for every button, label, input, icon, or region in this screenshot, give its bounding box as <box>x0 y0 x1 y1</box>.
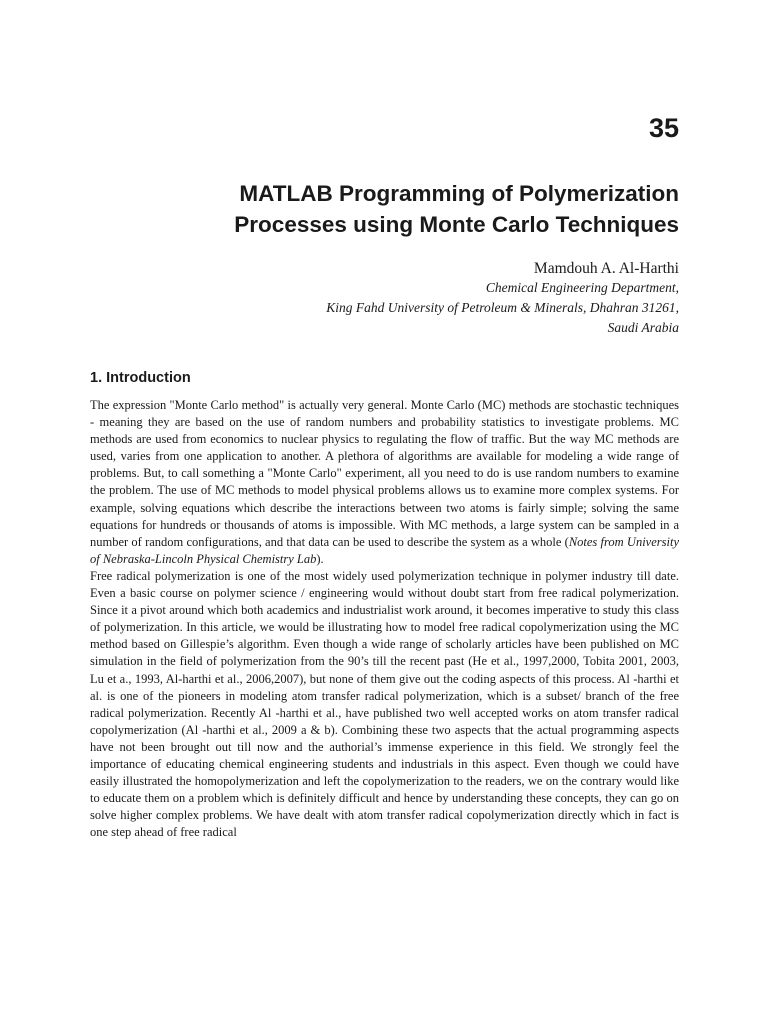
paragraph-1-citation: Notes from University of Nebraska-Lincoln Physical Chemistry Lab <box>90 534 679 566</box>
paragraph-1 <box>90 397 679 568</box>
section-body <box>90 397 679 841</box>
affiliation-department: Chemical Engineering Department, <box>485 280 679 295</box>
section-heading: 1. Introduction <box>90 370 191 386</box>
affiliation-university: King Fahd University of Petroleum & Minerals, Dhahran 31261, <box>326 300 679 315</box>
paragraph-2-text: Free radical polymerization is one of the most widely used polymerization technique in polymer industry till date. Even a basic course on polymer science / engineering would without doubt start from free radical polymerization. Since it a pivot around which both academics and industrialist work around, it becomes imperative to study this class of polymerization. In this article, we would be illustrating how to model free radical copolymerization using the MC method based on Gillespie’s algorithm. Even though a wide range of scholarly articles have been published on MC simulation in the field of polymerization from the 90’s till the recent past (He et al., 1997,2000, Tobita 2001, 2003, Lu et a., 1993, Al-harthi et al., 2006,2007), but none of them give out the coding aspects of this process. Al -harthi et al. is one of the pioneers in modeling atom transfer radical polymerization, which is a subset/ branch of the free radical polymerization. Recently Al -harthi et al., have published two well accepted works on atom transfer radical copolymerization (Al -harthi et al., 2009 a & b). Combining these two aspects that the actual programming aspects have not been brought out till now and the authorial’s immense experience in this field. We strongly feel the importance of educating chemical engineering students and industrials in this aspect. Even though we could have easily illustrated the homopolymerization and left the copolymerization to the readers, we on the contrary would like to educate them on a problem which is definitely difficult and hence by understanding these concepts, they can go on solve higher complex problems. We have dealt with atom transfer radical copolymerization directly which in fact is one step ahead of free radical <box>90 568 679 840</box>
affiliation-country: Saudi Arabia <box>607 320 679 335</box>
author-affiliation <box>119 278 679 338</box>
author-name: Mamdouh A. Al-Harthi <box>533 260 679 277</box>
chapter-title-line-2: Processes using Monte Carlo Techniques <box>234 212 679 237</box>
paragraph-1-end: ). <box>316 551 324 566</box>
paragraph-2 <box>90 568 679 842</box>
chapter-title-line-1: MATLAB Programming of Polymerization <box>239 181 679 206</box>
chapter-title <box>119 178 679 240</box>
book-page <box>90 0 679 1024</box>
chapter-number: 35 <box>648 113 679 143</box>
paragraph-1-text: The expression "Monte Carlo method" is actually very general. Monte Carlo (MC) methods are stochastic techniques - meaning they are based on the use of random numbers and probability statistics to investigate problems. MC methods are used from economics to nuclear physics to regulating the flow of traffic. But the way MC methods are used, varies from one application to another. A plethora of algorithms are available for modeling a wide range of problems. But, to call something a "Monte Carlo" experiment, all you need to do is use random numbers to examine the problem. The use of MC methods to model physical problems allows us to examine more complex systems. For example, solving equations which describe the interactions between two atoms is fairly simple; solving the same equations for hundreds or thousands of atoms is impossible. With MC methods, a large system can be sampled in a number of random configurations, and that data can be used to describe the system as a whole ( <box>90 398 679 549</box>
